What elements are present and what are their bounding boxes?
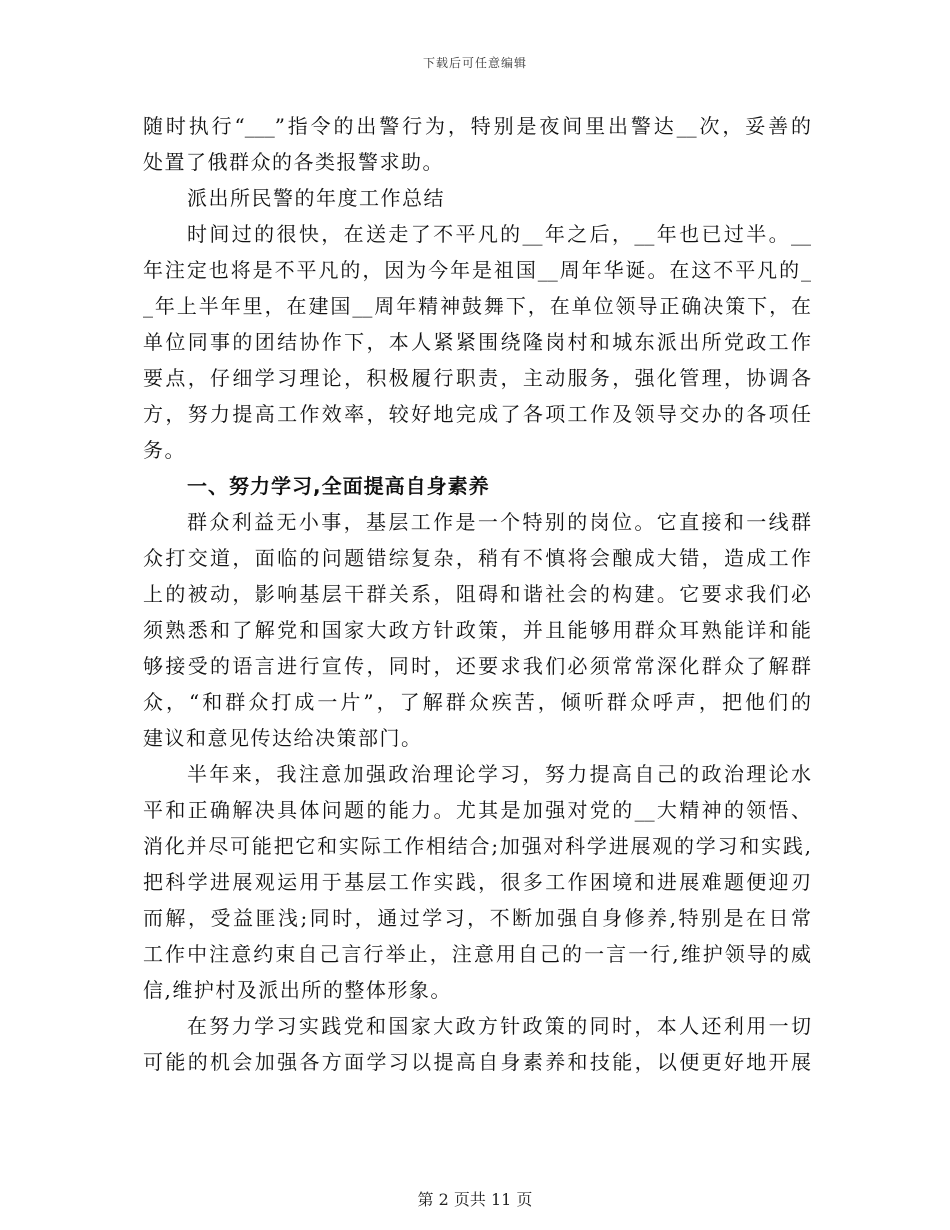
page-number: 第 2 页共 11 页: [417, 1190, 533, 1209]
body-line: 随时执行“___”指令的出警行为，特别是夜间里出警达__次，妥善的: [143, 114, 811, 138]
body-line: 务。: [143, 438, 186, 462]
body-line: 消化并尽可能把它和实际工作相结合;加强对科学进展观的学习和实践,: [143, 834, 811, 858]
body-line: 在努力学习实践党和国家大政方针政策的同时，本人还利用一切: [187, 1014, 811, 1038]
document-body: [143, 108, 811, 1080]
body-line: 方，努力提高工作效率，较好地完成了各项工作及领导交办的各项任: [143, 402, 811, 426]
body-line: 工作中注意约束自己言行举止，注意用自己的一言一行,维护领导的威: [143, 942, 811, 966]
body-line: 单位同事的团结协作下，本人紧紧围绕隆岗村和城东派出所党政工作: [143, 330, 811, 354]
body-line: 年注定也将是不平凡的，因为今年是祖国__周年华诞。在这不平凡的_: [143, 258, 811, 282]
body-line: 半年来，我注意加强政治理论学习，努力提高自己的政治理论水: [187, 762, 811, 786]
body-line: 众打交道，面临的问题错综复杂，稍有不慎将会酿成大错，造成工作: [143, 546, 811, 570]
body-line: 信,维护村及派出所的整体形象。: [143, 978, 452, 1002]
body-line: 众，“和群众打成一片”，了解群众疾苦，倾听群众呼声，把他们的: [143, 690, 811, 714]
body-line: 时间过的很快，在送走了不平凡的__年之后，__年也已过半。__: [187, 222, 811, 246]
body-line: 可能的机会加强各方面学习以提高自身素养和技能，以便更好地开展: [143, 1050, 811, 1074]
section-title: 派出所民警的年度工作总结: [187, 186, 445, 210]
body-line: 上的被动，影响基层干群关系，阻碍和谐社会的构建。它要求我们必: [143, 582, 811, 606]
body-line: 建议和意见传达给决策部门。: [143, 726, 423, 750]
body-line: 把科学进展观运用于基层工作实践，很多工作困境和进展难题便迎刃: [143, 870, 811, 894]
body-line: 平和正确解决具体问题的能力。尤其是加强对党的__大精神的领悟、: [143, 798, 811, 822]
body-line: 而解，受益匪浅;同时，通过学习，不断加强自身修养,特别是在日常: [143, 906, 811, 930]
body-line: _年上半年里，在建国__周年精神鼓舞下，在单位领导正确决策下，在: [143, 294, 811, 318]
body-line: 须熟悉和了解党和国家大政方针政策，并且能够用群众耳熟能详和能: [143, 618, 811, 642]
body-line: 群众利益无小事，基层工作是一个特别的岗位。它直接和一线群: [187, 510, 811, 534]
body-line: 处置了俄群众的各类报警求助。: [143, 150, 444, 174]
body-line: 要点，仔细学习理论，积极履行职责，主动服务，强化管理，协调各: [143, 366, 811, 390]
page-header: 下载后可任意编辑: [422, 56, 527, 70]
body-line: 够接受的语言进行宣传，同时，还要求我们必须常常深化群众了解群: [143, 654, 811, 678]
section-heading: 一、努力学习,全面提高自身素养: [187, 474, 490, 498]
